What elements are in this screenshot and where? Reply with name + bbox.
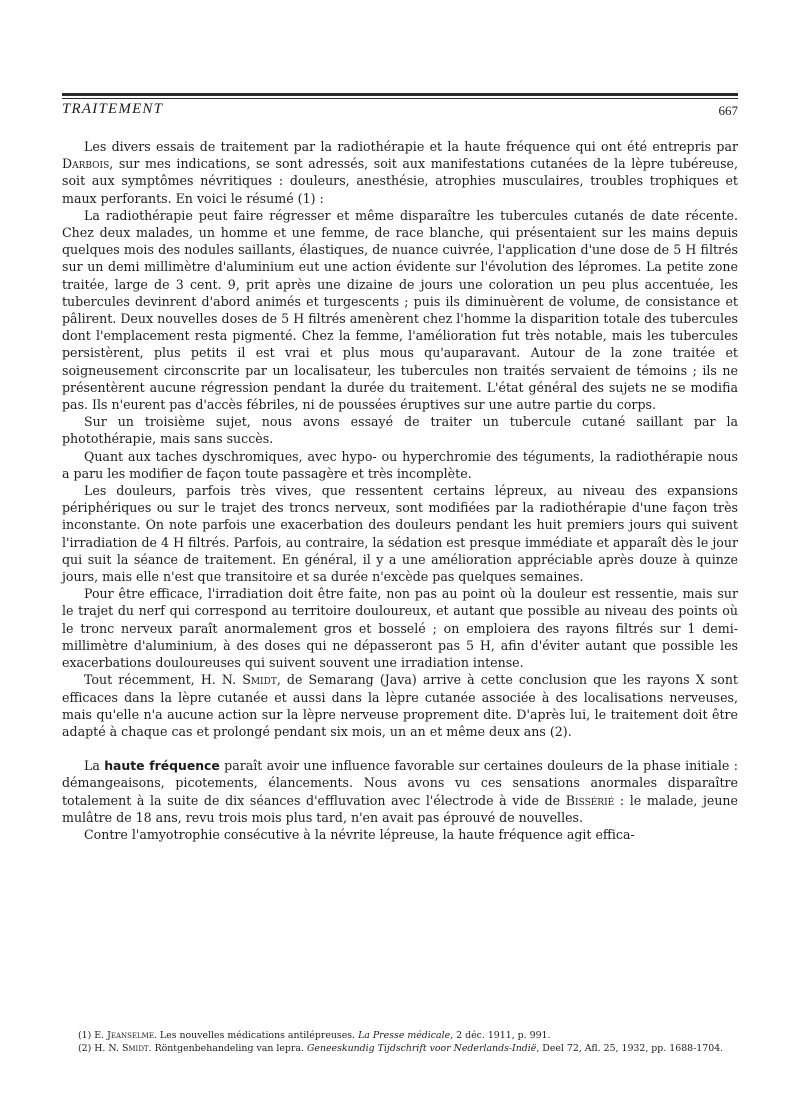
author-name: Smidt <box>242 672 277 688</box>
paragraph-5: Les douleurs, parfois très vives, que ressentent certains lépreux, au niveau des expansions périphériques ou sur le trajet des troncs nerveux, sont modifiées par la radiothérapie d'une façon très inconstante. On note parfois une exacerbation des douleurs pendant les huit premiers jours qui suivent l'irradiation de 4 H filtrés. Parfois, au contraire, la sédation est presque immédiate et apparaît dès le jour qui suit la séance de traitement. En général, il y a une amélioration appréciable après douze à quinze jours, mais elle n'est que transitoire et sa durée n'excède pas quelques semaines. <box>62 483 738 585</box>
paragraph-3: Sur un troisième sujet, nous avons essayé de traiter un tubercule cutané saillant par la photothérapie, mais sans succès. <box>62 414 738 447</box>
page <box>62 0 738 1100</box>
body-text <box>62 138 738 843</box>
footnote-journal: Geneeskundig Tijdschrift voor Nederlands-Indië <box>306 1043 537 1054</box>
header-rule-thick <box>62 93 738 96</box>
paragraph-9: Contre l'amyotrophie consécutive à la névrite lépreuse, la haute fréquence agit effica- <box>84 826 635 842</box>
author-name: Darbois <box>62 156 110 172</box>
paragraph-1: Les divers essais de traitement par la radiothérapie et la haute fréquence qui ont été entrepris par Darbois, sur mes indications, se sont adressés, soit aux manifestations cutanées de la lèpre tubéreuse, soit aux symptômes névritiques : douleurs, anesthésie, atrophies musculaires, troubles trophiques et maux perforants. En voici le résumé (1) : <box>62 139 738 206</box>
footnote-1: (1) E. Jeanselme. Les nouvelles médications antilépreuses. La Presse médicale, 2 déc. 1911, p. 991. <box>78 1030 551 1041</box>
footnote-journal: La Presse médicale <box>358 1030 451 1041</box>
footnote-author: Jeanselme <box>107 1030 154 1041</box>
header-rule-thin <box>62 98 738 99</box>
footnote-author: Smidt <box>121 1043 149 1054</box>
paragraph-7: Tout récemment, H. N. Smidt, de Semarang (Java) arrive à cette conclusion que les rayons X sont efficaces dans la lèpre cutanée et aussi dans la lèpre cutanée associée à des localisations nerveuses, mais qu'elle n'a aucune action sur la lèpre nerveuse proprement dite. D'après lui, le traitement doit être adapté à chaque cas et prolongé pendant six mois, un an et même deux ans (2). <box>62 672 738 739</box>
paragraph-2: La radiothérapie peut faire régresser et même disparaître les tubercules cutanés de date récente. Chez deux malades, un homme et une femme, de race blanche, qui présentaient sur les mains depuis quelques mois des nodules saillants, élastiques, de nuance cuivrée, l'application d'une dose de 5 H filtrés sur un demi millimètre d'aluminium eut une action évidente sur l'évolution des lépromes. La petite zone traitée, large de 3 cent. 9, prit après une dizaine de jours une coloration un peu plus accentuée, les tubercules devinrent d'abord animés et turgescents ; puis ils diminuèrent de volume, de consistance et pâlirent. Deux nouvelles doses de 5 H filtrés amenèrent chez l'homme la disparition totale des tubercules dont l'emplacement resta pigmenté. Chez la femme, l'amélioration fut très notable, mais les tubercules persistèrent, plus petits il est vrai et plus mous qu'auparavant. Autour de la zone traitée et soigneusement circonscrite par un localisateur, les tubercules non traités servaient de témoins ; ils ne présentèrent aucune régression pendant la durée du traitement. L'état général des sujets ne se modifia pas. Ils n'eurent pas d'accès fébriles, ni de poussées éruptives sur une autre partie du corps. <box>62 207 738 413</box>
footnotes <box>62 1029 738 1055</box>
running-title: TRAITEMENT <box>62 101 164 117</box>
author-name: Bissérié <box>565 792 615 808</box>
page-number: 667 <box>718 103 738 118</box>
paragraph-4: Quant aux taches dyschromiques, avec hypo- ou hyperchromie des téguments, la radiothérapie nous a paru les modifier de façon toute passagère et très incomplète. <box>62 448 738 481</box>
paragraph-8: La haute fréquence paraît avoir une influence favorable sur certaines douleurs de la phase initiale : démangeaisons, picotements, élancements. Nous avons vu ces sensations anormales disparaître totalement à la suite de dix séances d'effluvation avec l'électrode à vide de Bissérié : le malade, jeune mulâtre de 18 ans, revu trois mois plus tard, n'en avait pas éprouvé de nouvelles. <box>62 758 738 825</box>
footnote-2: (2) H. N. Smidt. Röntgenbehandeling van lepra. Geneeskundig Tijdschrift voor Nederlands-Indië, Deel 72, Afl. 25, 1932, pp. 1688-1704. <box>78 1043 724 1054</box>
bold-term: haute fréquence <box>104 758 220 774</box>
page-header <box>62 93 738 119</box>
paragraph-6: Pour être efficace, l'irradiation doit être faite, non pas au point où la douleur est ressentie, mais sur le trajet du nerf qui correspond au territoire douloureux, et autant que possible au niveau des points où le tronc nerveux paraît anormalement gros et bosselé ; on emploiera des rayons filtrés sur 1 demi-millimètre d'aluminium, à des doses qui ne dépasseront pas 5 H, afin d'éviter autant que possible les exacerbations douloureuses qui suivent souvent une irradiation intense. <box>62 586 738 671</box>
